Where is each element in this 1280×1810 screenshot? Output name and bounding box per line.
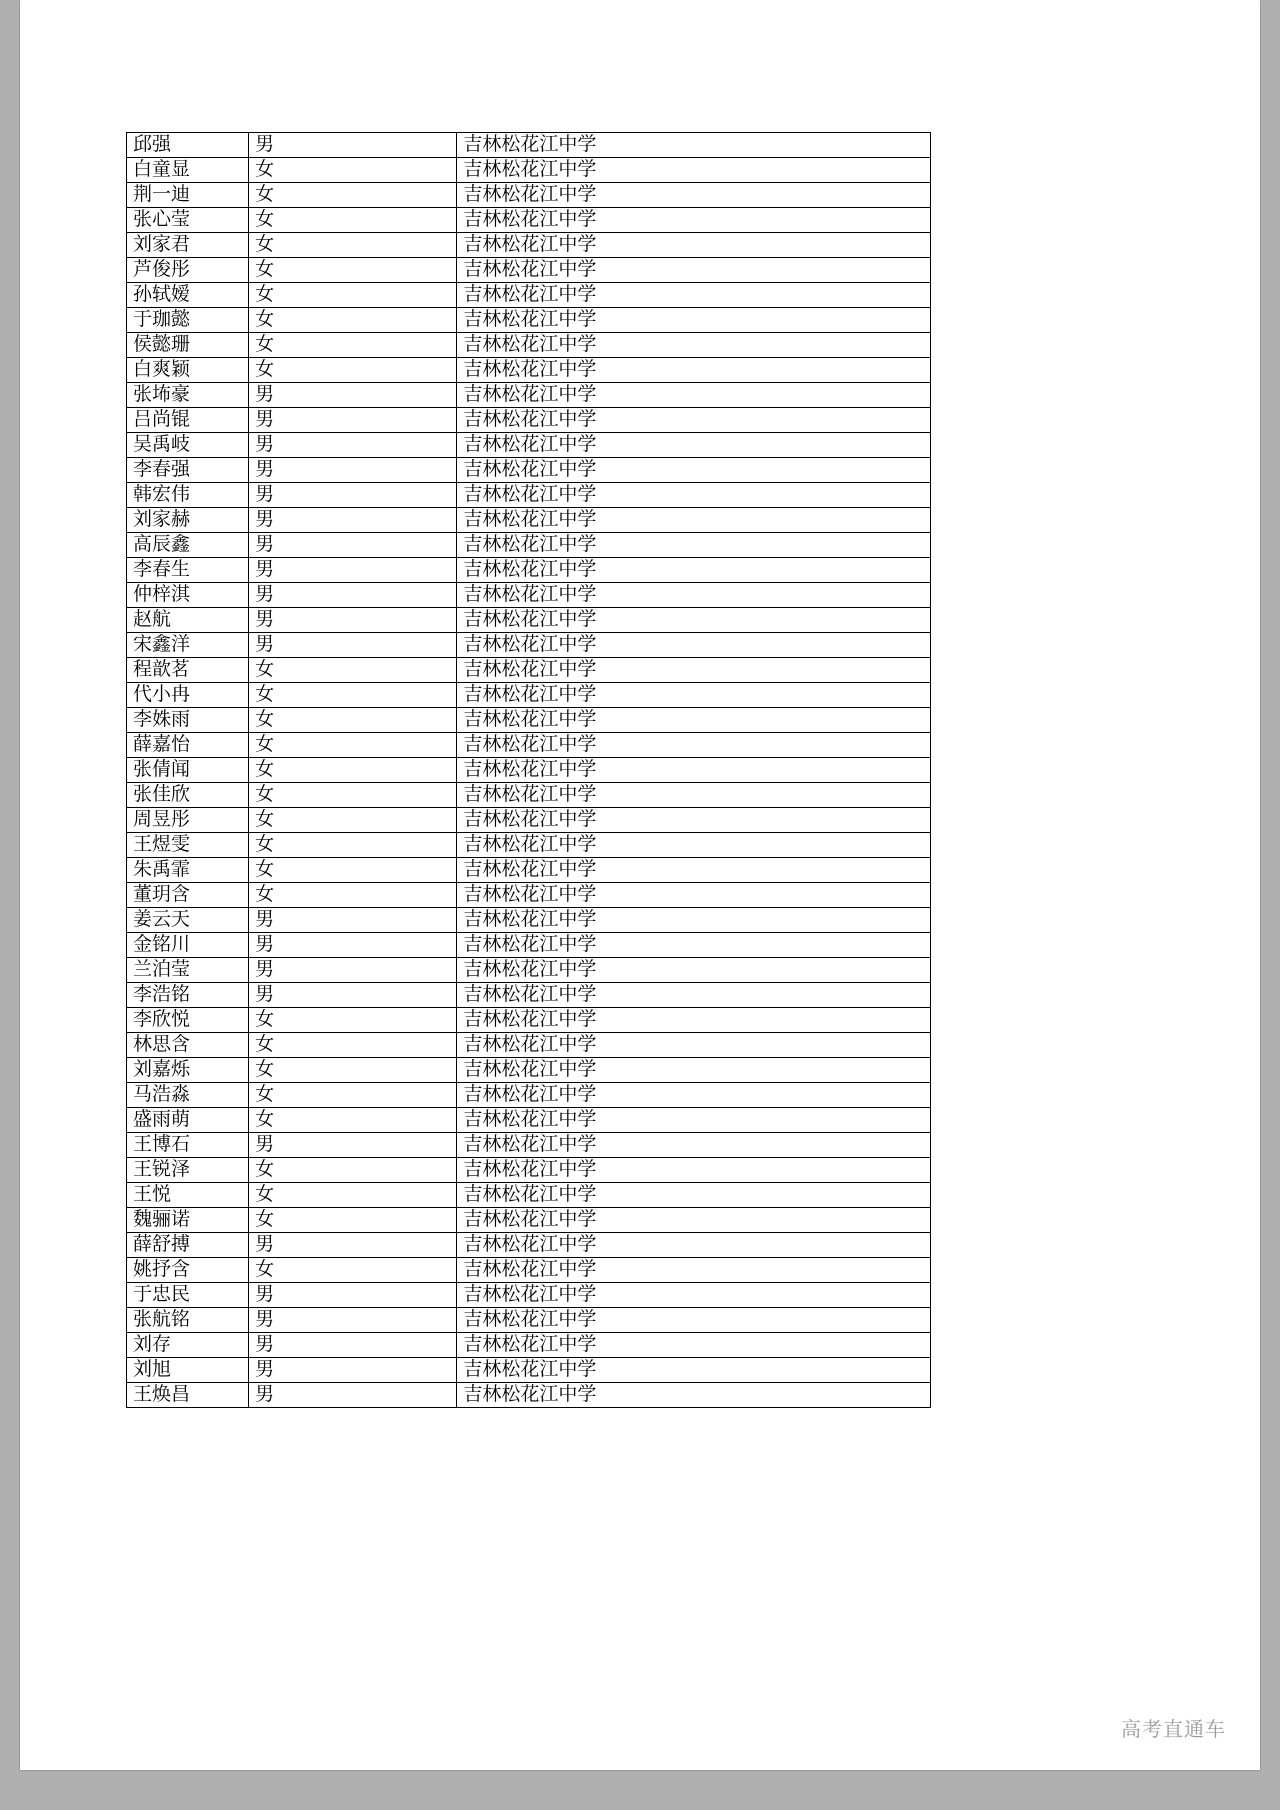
cell-student-name: 张倩闻 [127, 758, 249, 783]
cell-student-gender: 男 [249, 483, 457, 508]
cell-student-school: 吉林松花江中学 [457, 1158, 931, 1183]
cell-student-name: 刘旭 [127, 1358, 249, 1383]
table-row [127, 958, 931, 983]
cell-student-gender: 男 [249, 408, 457, 433]
cell-student-gender: 女 [249, 733, 457, 758]
cell-student-name: 姚抒含 [127, 1258, 249, 1283]
cell-student-school: 吉林松花江中学 [457, 483, 931, 508]
cell-student-name: 于珈懿 [127, 308, 249, 333]
cell-student-gender: 男 [249, 983, 457, 1008]
cell-student-gender: 男 [249, 933, 457, 958]
cell-student-gender: 男 [249, 1333, 457, 1358]
cell-student-gender: 女 [249, 1083, 457, 1108]
cell-student-school: 吉林松花江中学 [457, 1183, 931, 1208]
table-row [127, 833, 931, 858]
cell-student-school: 吉林松花江中学 [457, 683, 931, 708]
cell-student-name: 吕尚锟 [127, 408, 249, 433]
cell-student-gender: 女 [249, 308, 457, 333]
table-row [127, 658, 931, 683]
cell-student-name: 韩宏伟 [127, 483, 249, 508]
cell-student-school: 吉林松花江中学 [457, 1208, 931, 1233]
cell-student-name: 董玥含 [127, 883, 249, 908]
cell-student-name: 李春强 [127, 458, 249, 483]
table-row [127, 1158, 931, 1183]
cell-student-school: 吉林松花江中学 [457, 508, 931, 533]
table-row [127, 558, 931, 583]
table-row [127, 733, 931, 758]
table-row [127, 333, 931, 358]
cell-student-school: 吉林松花江中学 [457, 858, 931, 883]
table-row [127, 758, 931, 783]
table-row [127, 133, 931, 158]
cell-student-gender: 男 [249, 633, 457, 658]
cell-student-name: 邱强 [127, 133, 249, 158]
cell-student-name: 马浩淼 [127, 1083, 249, 1108]
cell-student-name: 侯懿珊 [127, 333, 249, 358]
cell-student-name: 李浩铭 [127, 983, 249, 1008]
table-row [127, 1333, 931, 1358]
cell-student-name: 李欣悦 [127, 1008, 249, 1033]
table-row [127, 908, 931, 933]
table-row [127, 608, 931, 633]
cell-student-school: 吉林松花江中学 [457, 158, 931, 183]
cell-student-school: 吉林松花江中学 [457, 708, 931, 733]
cell-student-school: 吉林松花江中学 [457, 183, 931, 208]
table-row [127, 1033, 931, 1058]
table-row [127, 358, 931, 383]
cell-student-school: 吉林松花江中学 [457, 658, 931, 683]
cell-student-school: 吉林松花江中学 [457, 383, 931, 408]
cell-student-gender: 男 [249, 533, 457, 558]
table-row [127, 483, 931, 508]
table-row [127, 533, 931, 558]
cell-student-school: 吉林松花江中学 [457, 208, 931, 233]
cell-student-gender: 女 [249, 258, 457, 283]
cell-student-school: 吉林松花江中学 [457, 1133, 931, 1158]
cell-student-gender: 男 [249, 558, 457, 583]
cell-student-name: 宋鑫洋 [127, 633, 249, 658]
table-row [127, 583, 931, 608]
cell-student-name: 吴禹岐 [127, 433, 249, 458]
cell-student-school: 吉林松花江中学 [457, 233, 931, 258]
cell-student-gender: 女 [249, 1208, 457, 1233]
cell-student-school: 吉林松花江中学 [457, 733, 931, 758]
cell-student-name: 芦俊彤 [127, 258, 249, 283]
cell-student-name: 兰泊莹 [127, 958, 249, 983]
cell-student-gender: 女 [249, 358, 457, 383]
cell-student-gender: 男 [249, 1233, 457, 1258]
cell-student-school: 吉林松花江中学 [457, 133, 931, 158]
table-row [127, 208, 931, 233]
cell-student-gender: 男 [249, 1383, 457, 1408]
cell-student-name: 王焕昌 [127, 1383, 249, 1408]
cell-student-name: 白童显 [127, 158, 249, 183]
cell-student-gender: 女 [249, 158, 457, 183]
student-roster-table [126, 132, 931, 1408]
cell-student-gender: 女 [249, 758, 457, 783]
cell-student-gender: 男 [249, 908, 457, 933]
cell-student-school: 吉林松花江中学 [457, 833, 931, 858]
document-page [20, 0, 1260, 1770]
cell-student-name: 李姝雨 [127, 708, 249, 733]
cell-student-school: 吉林松花江中学 [457, 983, 931, 1008]
cell-student-school: 吉林松花江中学 [457, 408, 931, 433]
table-row [127, 1133, 931, 1158]
cell-student-name: 金铭川 [127, 933, 249, 958]
table-row [127, 1233, 931, 1258]
cell-student-gender: 女 [249, 808, 457, 833]
table-row [127, 433, 931, 458]
table-row [127, 458, 931, 483]
cell-student-gender: 男 [249, 433, 457, 458]
table-row [127, 158, 931, 183]
cell-student-gender: 男 [249, 1308, 457, 1333]
cell-student-school: 吉林松花江中学 [457, 1333, 931, 1358]
table-row [127, 408, 931, 433]
cell-student-school: 吉林松花江中学 [457, 333, 931, 358]
cell-student-school: 吉林松花江中学 [457, 1233, 931, 1258]
cell-student-gender: 男 [249, 133, 457, 158]
table-row [127, 983, 931, 1008]
cell-student-gender: 男 [249, 383, 457, 408]
cell-student-school: 吉林松花江中学 [457, 533, 931, 558]
cell-student-name: 于忠民 [127, 1283, 249, 1308]
table-row [127, 1208, 931, 1233]
cell-student-name: 刘家赫 [127, 508, 249, 533]
table-row [127, 858, 931, 883]
cell-student-gender: 女 [249, 333, 457, 358]
cell-student-school: 吉林松花江中学 [457, 758, 931, 783]
cell-student-gender: 女 [249, 683, 457, 708]
table-row [127, 183, 931, 208]
cell-student-school: 吉林松花江中学 [457, 283, 931, 308]
cell-student-school: 吉林松花江中学 [457, 1008, 931, 1033]
watermark: 高考直通车 [1121, 1719, 1226, 1741]
cell-student-gender: 男 [249, 508, 457, 533]
cell-student-school: 吉林松花江中学 [457, 1058, 931, 1083]
table-row [127, 383, 931, 408]
table-row [127, 1383, 931, 1408]
cell-student-name: 高辰鑫 [127, 533, 249, 558]
cell-student-gender: 女 [249, 1183, 457, 1208]
table-row [127, 633, 931, 658]
cell-student-gender: 女 [249, 1158, 457, 1183]
table-row [127, 1108, 931, 1133]
cell-student-name: 魏骊诺 [127, 1208, 249, 1233]
table-row [127, 1283, 931, 1308]
cell-student-name: 白爽颖 [127, 358, 249, 383]
cell-student-gender: 女 [249, 183, 457, 208]
cell-student-name: 代小冉 [127, 683, 249, 708]
cell-student-gender: 女 [249, 1058, 457, 1083]
cell-student-name: 张航铭 [127, 1308, 249, 1333]
cell-student-name: 周昱彤 [127, 808, 249, 833]
cell-student-gender: 男 [249, 1283, 457, 1308]
table-row [127, 683, 931, 708]
cell-student-name: 刘存 [127, 1333, 249, 1358]
table-row [127, 258, 931, 283]
cell-student-gender: 女 [249, 858, 457, 883]
cell-student-school: 吉林松花江中学 [457, 883, 931, 908]
cell-student-gender: 女 [249, 283, 457, 308]
cell-student-name: 刘嘉烁 [127, 1058, 249, 1083]
cell-student-school: 吉林松花江中学 [457, 558, 931, 583]
cell-student-name: 薛嘉怡 [127, 733, 249, 758]
cell-student-gender: 男 [249, 458, 457, 483]
table-row [127, 233, 931, 258]
cell-student-gender: 女 [249, 708, 457, 733]
cell-student-gender: 女 [249, 833, 457, 858]
cell-student-name: 王悦 [127, 1183, 249, 1208]
cell-student-gender: 女 [249, 658, 457, 683]
cell-student-gender: 男 [249, 1133, 457, 1158]
cell-student-school: 吉林松花江中学 [457, 308, 931, 333]
cell-student-gender: 女 [249, 233, 457, 258]
cell-student-school: 吉林松花江中学 [457, 1258, 931, 1283]
table-row [127, 308, 931, 333]
table-row [127, 1083, 931, 1108]
cell-student-gender: 女 [249, 783, 457, 808]
cell-student-school: 吉林松花江中学 [457, 1383, 931, 1408]
cell-student-name: 李春生 [127, 558, 249, 583]
cell-student-school: 吉林松花江中学 [457, 1358, 931, 1383]
cell-student-school: 吉林松花江中学 [457, 433, 931, 458]
cell-student-name: 张佳欣 [127, 783, 249, 808]
cell-student-name: 林思含 [127, 1033, 249, 1058]
cell-student-name: 孙轼嫒 [127, 283, 249, 308]
cell-student-gender: 女 [249, 1008, 457, 1033]
cell-student-school: 吉林松花江中学 [457, 358, 931, 383]
cell-student-school: 吉林松花江中学 [457, 958, 931, 983]
table-row [127, 1258, 931, 1283]
table-row [127, 1358, 931, 1383]
cell-student-name: 荆一迪 [127, 183, 249, 208]
cell-student-school: 吉林松花江中学 [457, 933, 931, 958]
cell-student-name: 姜云天 [127, 908, 249, 933]
table-row [127, 508, 931, 533]
cell-student-name: 张㘵豪 [127, 383, 249, 408]
cell-student-school: 吉林松花江中学 [457, 908, 931, 933]
cell-student-gender: 女 [249, 1033, 457, 1058]
cell-student-name: 仲梓淇 [127, 583, 249, 608]
cell-student-name: 刘家君 [127, 233, 249, 258]
table-row [127, 708, 931, 733]
cell-student-school: 吉林松花江中学 [457, 633, 931, 658]
table-row [127, 283, 931, 308]
cell-student-school: 吉林松花江中学 [457, 783, 931, 808]
table-row [127, 1308, 931, 1333]
cell-student-name: 赵航 [127, 608, 249, 633]
cell-student-school: 吉林松花江中学 [457, 458, 931, 483]
cell-student-gender: 女 [249, 1258, 457, 1283]
cell-student-name: 薛舒搏 [127, 1233, 249, 1258]
table-row [127, 1058, 931, 1083]
cell-student-gender: 男 [249, 608, 457, 633]
table-row [127, 933, 931, 958]
cell-student-name: 程歆茗 [127, 658, 249, 683]
cell-student-school: 吉林松花江中学 [457, 258, 931, 283]
cell-student-school: 吉林松花江中学 [457, 1308, 931, 1333]
cell-student-school: 吉林松花江中学 [457, 808, 931, 833]
table-row [127, 1183, 931, 1208]
cell-student-school: 吉林松花江中学 [457, 583, 931, 608]
cell-student-school: 吉林松花江中学 [457, 1108, 931, 1133]
roster-rows [127, 133, 931, 1408]
document-body [20, 0, 1260, 1408]
cell-student-name: 盛雨萌 [127, 1108, 249, 1133]
cell-student-school: 吉林松花江中学 [457, 1283, 931, 1308]
cell-student-gender: 男 [249, 958, 457, 983]
cell-student-name: 王煜雯 [127, 833, 249, 858]
cell-student-name: 朱禹霏 [127, 858, 249, 883]
table-row [127, 783, 931, 808]
cell-student-school: 吉林松花江中学 [457, 608, 931, 633]
cell-student-school: 吉林松花江中学 [457, 1083, 931, 1108]
cell-student-gender: 男 [249, 583, 457, 608]
table-row [127, 808, 931, 833]
table-row [127, 883, 931, 908]
cell-student-school: 吉林松花江中学 [457, 1033, 931, 1058]
cell-student-name: 王博石 [127, 1133, 249, 1158]
cell-student-gender: 男 [249, 1358, 457, 1383]
cell-student-gender: 女 [249, 883, 457, 908]
cell-student-name: 张心莹 [127, 208, 249, 233]
cell-student-gender: 女 [249, 1108, 457, 1133]
cell-student-gender: 女 [249, 208, 457, 233]
table-row [127, 1008, 931, 1033]
cell-student-name: 王锐泽 [127, 1158, 249, 1183]
